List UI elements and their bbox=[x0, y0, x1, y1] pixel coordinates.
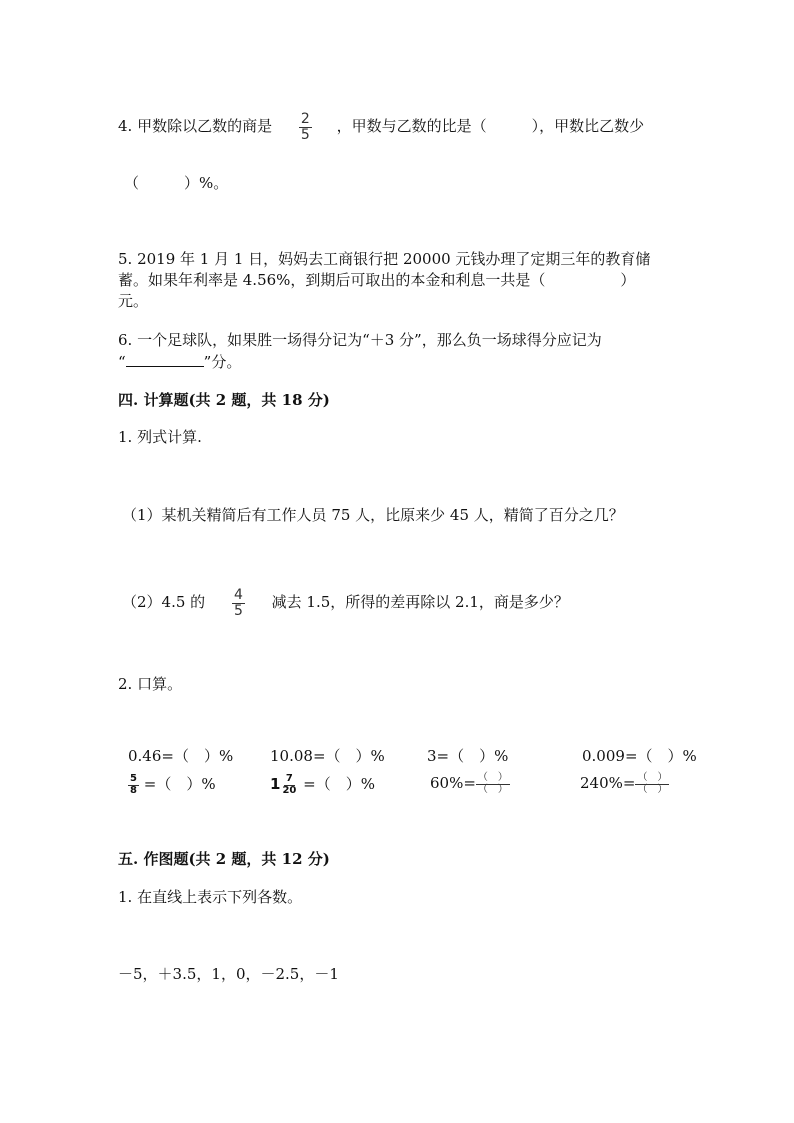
oral-calc-r2c2 bbox=[270, 773, 375, 796]
section-5-q1-title: 1. 在直线上表示下列各数。 bbox=[118, 888, 303, 906]
sub2-text-before: （2）4.5 的 bbox=[122, 593, 206, 612]
section-4-q1-title: 1. 列式计算. bbox=[118, 428, 202, 446]
r2c3-text: 60%= bbox=[430, 774, 476, 792]
r2c2-whole: 1 bbox=[270, 775, 281, 793]
question-4-line1 bbox=[118, 112, 644, 142]
question-6-line1: 6. 一个足球队，如果胜一场得分记为“＋3 分”，那么负一场球得分应记为 bbox=[118, 331, 602, 349]
sub2-fraction-numerator: 4 bbox=[233, 587, 243, 603]
sub2-fraction-denominator: 5 bbox=[233, 602, 243, 619]
r2c3-fraction bbox=[476, 773, 510, 795]
q6-open-quote: “ bbox=[118, 353, 126, 371]
oral-calc-r1c2: 10.08=（ ）% bbox=[270, 747, 385, 765]
r2c4-numerator: （ ） bbox=[637, 772, 668, 783]
r2c2-fraction bbox=[280, 774, 298, 796]
oral-calc-r2c1 bbox=[128, 773, 216, 796]
r2c3-denominator: （ ） bbox=[477, 783, 508, 795]
section-5-numbers: －5，＋3.5，1，0，－2.5，－1 bbox=[118, 965, 339, 983]
oral-calc-r2c3 bbox=[430, 773, 510, 795]
section-4-sub2 bbox=[122, 588, 569, 618]
q4-text-after: ，甲数与乙数的比是（ ），甲数比乙数少 bbox=[336, 117, 645, 136]
r2c1-numerator: 5 bbox=[130, 773, 137, 784]
oral-calc-r1c3: 3=（ ）% bbox=[427, 747, 509, 765]
r2c1-fraction bbox=[128, 774, 139, 796]
r2c2-text: =（ ）% bbox=[303, 775, 375, 793]
question-5-line1: 5. 2019 年 1 月 1 日，妈妈去工商银行把 20000 元钱办理了定期三年的教育储 bbox=[118, 250, 651, 268]
r2c4-text: 240%= bbox=[580, 774, 636, 792]
section-4-sub1: （1）某机关精简后有工作人员 75 人，比原来少 45 人，精简了百分之几？ bbox=[122, 506, 624, 524]
r2c3-numerator: （ ） bbox=[477, 772, 508, 783]
q4-fraction-denominator: 5 bbox=[300, 126, 310, 143]
oral-calc-r1c4: 0.009=（ ）% bbox=[582, 747, 697, 765]
section-4-title: 四. 计算题(共 2 题，共 18 分) bbox=[118, 391, 330, 409]
sub2-fraction bbox=[232, 588, 245, 618]
question-6-line2 bbox=[118, 351, 241, 372]
q6-answer-blank bbox=[126, 352, 204, 367]
r2c1-text: =（ ）% bbox=[143, 775, 216, 793]
r2c4-denominator: （ ） bbox=[637, 783, 668, 795]
r2c2-numerator: 7 bbox=[285, 773, 293, 784]
q4-fraction bbox=[299, 112, 312, 142]
oral-calc-r1c1: 0.46=（ ）% bbox=[128, 747, 234, 765]
sub2-text-after: 减去 1.5，所得的差再除以 2.1，商是多少？ bbox=[271, 593, 569, 612]
q4-text-before: 4. 甲数除以乙数的商是 bbox=[118, 117, 273, 136]
section-5-title: 五. 作图题(共 2 题，共 12 分) bbox=[118, 850, 330, 868]
r2c2-denominator: 20 bbox=[282, 784, 297, 796]
q6-close-quote: ”分。 bbox=[203, 353, 242, 371]
oral-calc-r2c4 bbox=[580, 773, 669, 795]
question-4-line2: （ ）%。 bbox=[124, 174, 229, 192]
section-4-q2-title: 2. 口算。 bbox=[118, 675, 183, 693]
r2c1-denominator: 8 bbox=[130, 784, 137, 796]
r2c4-fraction bbox=[635, 773, 669, 795]
question-5-line3: 元。 bbox=[118, 292, 149, 310]
question-5-line2: 蓄。如果年利率是 4.56%，到期后可取出的本金和利息一共是（ ） bbox=[118, 271, 636, 289]
q4-fraction-numerator: 2 bbox=[300, 111, 310, 127]
